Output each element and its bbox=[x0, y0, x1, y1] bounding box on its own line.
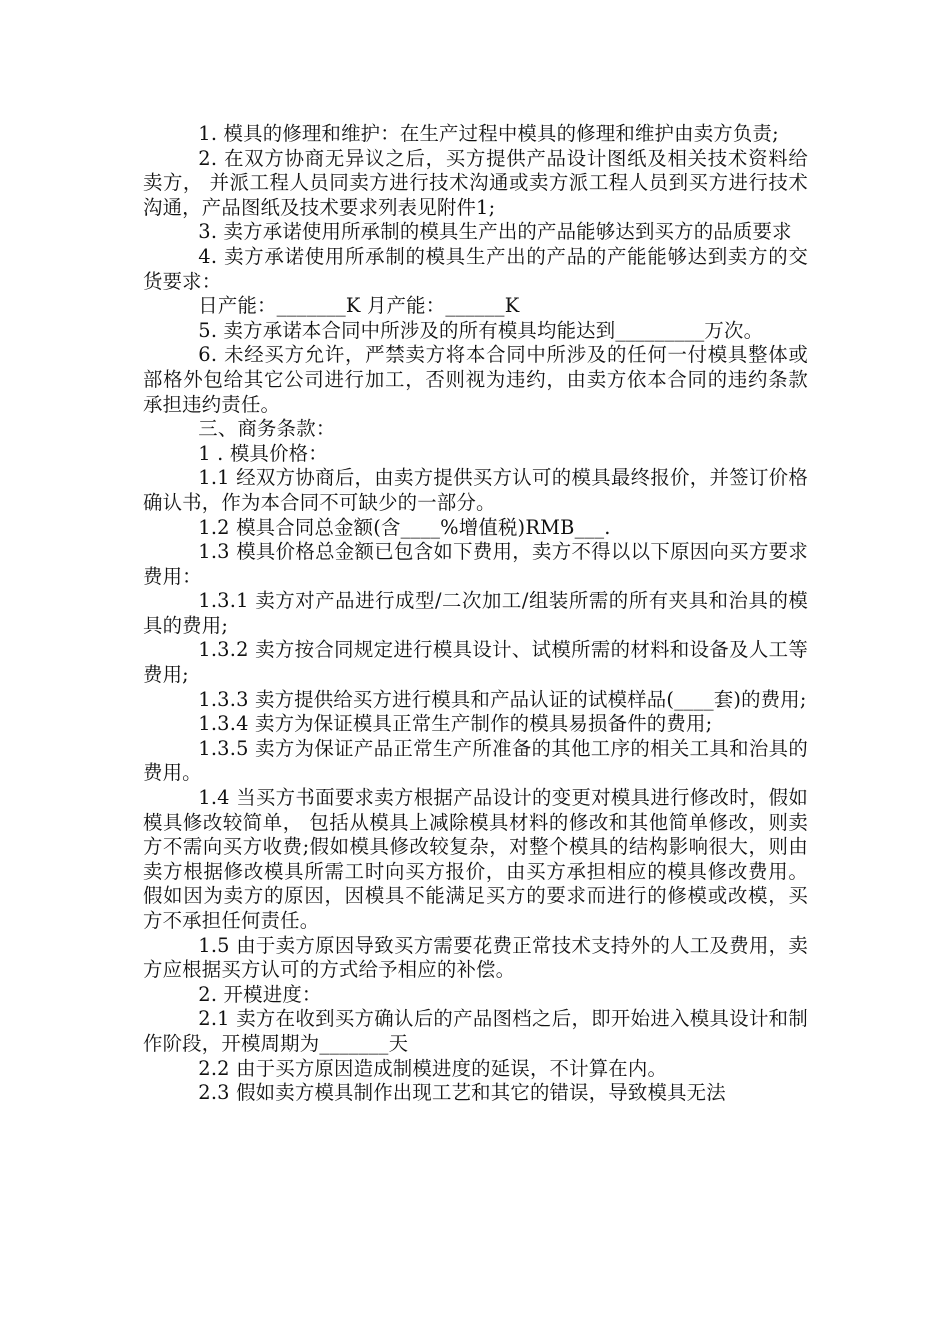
clause-1-1: 1.1 经双方协商后，由卖方提供买方认可的模具最终报价，并签订价格确认书，作为本合同不可缺少的一部分。 bbox=[143, 466, 808, 514]
clause-2-3: 2.3 假如卖方模具制作出现工艺和其它的错误，导致模具无法 bbox=[198, 1081, 726, 1105]
clause-1-mold-repair: 1. 模具的修理和维护：在生产过程中模具的修理和维护由卖方负责; bbox=[198, 122, 779, 145]
clause-1-3-2: 1.3.2 卖方按合同规定进行模具设计、试模所需的材料和设备及人工等费用; bbox=[143, 638, 808, 687]
clause-6-subcontract: 6. 未经买方允许，严禁卖方将本合同中所涉及的任何一付模具整体或部格外包给其它公司进行加工，否则视为违约，由卖方依本合同的违约条款承担违约责任。 bbox=[143, 343, 808, 416]
clause-1-2: 1.2 模具合同总金额(含____%增值税)RMB___. bbox=[198, 515, 611, 539]
clause-1-3-1: 1.3.1 卖方对产品进行成型/二次加工/组装所需的所有夹具和治具的模具的费用; bbox=[143, 589, 808, 637]
heading-mold-price: 1 . 模具价格： bbox=[198, 441, 328, 465]
clause-1-3-5: 1.3.5 卖方为保证产品正常生产所准备的其他工序的相关工具和治具的费用。 bbox=[143, 736, 808, 785]
clause-1-4: 1.4 当买方书面要求卖方根据产品设计的变更对模具进行修改时，假如模具修改较简单， 包括从模具上减除模具材料的修改和其他简单修改，则卖方不需向买方收费;假如模具修改较复杂，对整个模具的结构影响很大，则由卖方根据修改模具所需工时向买方报价，由买方承担相应的模具修改费用。假如因为卖方的原因，因模具不能满足买方的要求而进行的修模或改模，买方不承担任何责任。 bbox=[143, 786, 808, 932]
heading-mold-schedule: 2. 开模进度： bbox=[198, 982, 322, 1006]
clause-2-2: 2.2 由于买方原因造成制模进度的延误，不计算在内。 bbox=[198, 1056, 668, 1080]
clause-1-3-4: 1.3.4 卖方为保证模具正常生产制作的模具易损备件的费用; bbox=[198, 712, 713, 736]
clause-5-mold-life: 5. 卖方承诺本合同中所涉及的所有模具均能达到_________万次。 bbox=[198, 318, 764, 342]
section-commercial-terms: 三、商务条款： bbox=[198, 417, 336, 441]
clause-1-3-3: 1.3.3 卖方提供给买方进行模具和产品认证的试模样品(____套)的费用; bbox=[198, 687, 807, 711]
clause-3-quality: 3. 卖方承诺使用所承制的模具生产出的产品能够达到买方的品质要求 bbox=[198, 220, 792, 244]
capacity-blanks: 日产能：_______K 月产能：______K bbox=[198, 294, 520, 318]
clause-1-5: 1.5 由于卖方原因导致买方需要花费正常技术支持外的人工及费用，卖方应根据买方认可的方式给予相应的补偿。 bbox=[143, 933, 808, 982]
clause-2-technical-docs: 2. 在双方协商无异议之后，买方提供产品设计图纸及相关技术资料给卖方， 并派工程人员同卖方进行技术沟通或卖方派工程人员到买方进行技术沟通，产品图纸及技术要求列表见附件1; bbox=[143, 146, 808, 219]
document-page bbox=[143, 122, 808, 1106]
clause-2-1: 2.1 卖方在收到买方确认后的产品图档之后，即开始进入模具设计和制作阶段，开模周期为_______天 bbox=[143, 1007, 808, 1055]
clause-4-capacity: 4. 卖方承诺使用所承制的模具生产出的产品的产能能够达到卖方的交货要求： bbox=[143, 244, 808, 293]
clause-1-3: 1.3 模具价格总金额已包含如下费用，卖方不得以以下原因向买方要求费用： bbox=[143, 540, 808, 588]
